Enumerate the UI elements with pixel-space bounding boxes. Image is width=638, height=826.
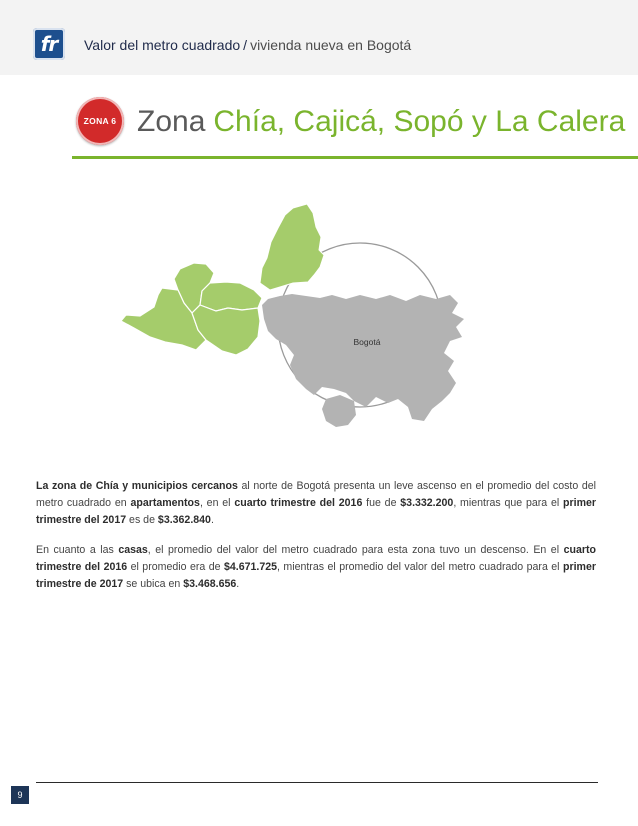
paragraph-apartments: La zona de Chía y municipios cercanos al norte de Bogotá presenta un leve ascenso en el promedio del costo del metro cuadrado en apartamentos, en el cuarto trimestre del 2016 fue de $3.332.200, mientras que para el primer trimestre del 2017 es de $3.362.840. xyxy=(36,480,597,526)
header-subtitle: vivienda nueva en Bogotá xyxy=(250,37,412,53)
sopo-region xyxy=(200,282,262,311)
footer-divider xyxy=(36,782,598,783)
la-calera-region xyxy=(260,204,324,290)
header-separator: / xyxy=(243,37,248,53)
bogota-south-lobe xyxy=(322,395,356,427)
body-text xyxy=(36,478,596,606)
bogota-region xyxy=(262,294,464,421)
zone-divider xyxy=(72,156,638,159)
paragraph-houses: En cuanto a las casas, el promedio del valor del metro cuadrado para esta zona tuvo un descenso. En el cuarto trimestre del 2016 el promedio era de $4.671.725, mientras el promedio del valor del metro cuadrado para el primer trimestre de 2017 se ubica en $3.468.656. xyxy=(36,544,596,590)
page-number: 9 xyxy=(11,786,29,804)
zone-label: Zona xyxy=(137,105,206,138)
zone-badge: ZONA 6 xyxy=(76,97,124,145)
header-main-title: Valor del metro cuadrado xyxy=(84,37,241,53)
municipality-south-region xyxy=(192,305,260,355)
zone-title xyxy=(137,104,625,140)
fr-logo: fr xyxy=(33,28,65,60)
zone-name: Chía, Cajicá, Sopó y La Calera xyxy=(213,105,626,138)
bogota-label: Bogotá xyxy=(353,337,381,347)
zone-map xyxy=(110,195,530,455)
header-title xyxy=(84,37,411,53)
header-bar xyxy=(0,0,638,75)
